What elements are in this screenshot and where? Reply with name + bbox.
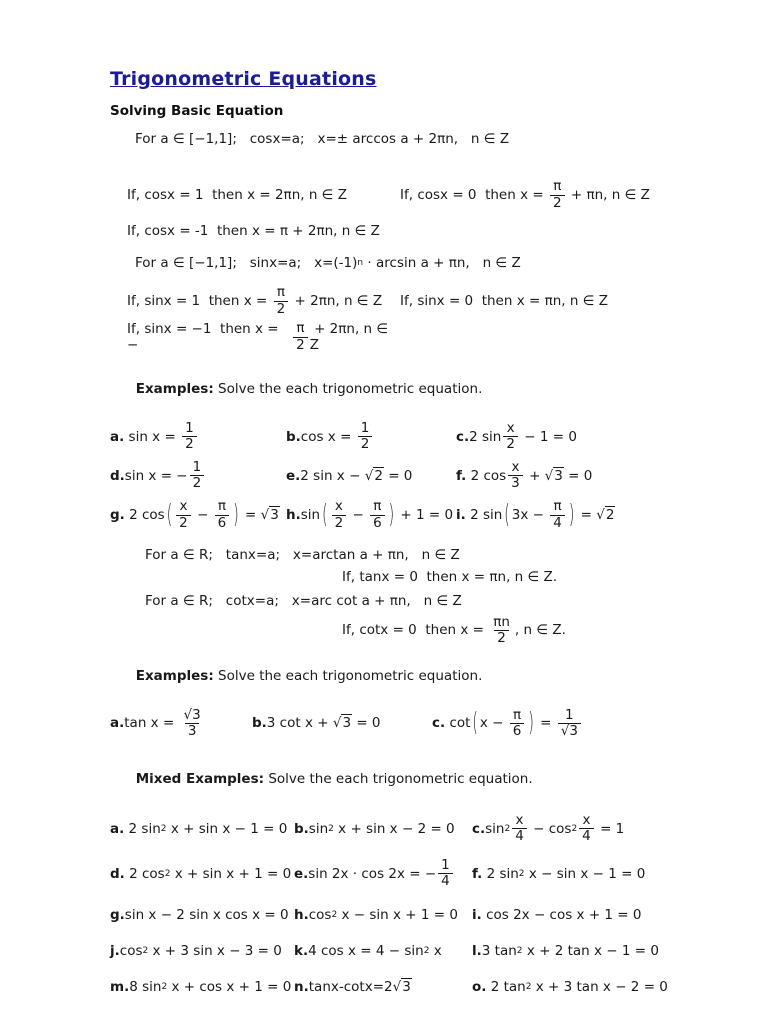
example-formula: sin 2 x + sin x − 2 = 0 [308,820,455,837]
cos-case-1: If, cosx = 1 then x = 2πn, n ∈ Z [127,187,347,203]
example-formula: sin x = $\frac{1}{2}$ [124,421,198,452]
examples1-heading [110,365,675,413]
cos-case-row-2 [110,213,675,249]
example-label: c. [432,715,446,732]
worksheet-content [110,68,675,998]
example-item-e [286,465,456,487]
mixed-heading-label: Mixed Examples: [135,771,265,788]
mixed-item-g [110,904,294,926]
example-formula: 2 sin 2 x − sin x − 1 = 0 [482,865,646,882]
example-label: e. [294,865,309,882]
example-label: j. [110,942,120,959]
example-formula: 2 sin x − √2 = 0 [300,467,413,484]
mixed-item-b [294,818,472,840]
mixed-item-l [472,940,675,962]
example-formula: 8 sin 2 x + cos x + 1 = 0 [129,978,292,995]
example-formula: sin x − 2 sin x cos x = 0 [124,906,289,923]
example-item-b [252,712,432,734]
example-formula: sin 2x · cos 2x = − $\frac{1}{4}$ [308,858,454,889]
mixed-item-m [110,976,294,998]
example-label: b. [252,715,267,732]
example-label: f. [456,467,467,484]
mixed-item-e [294,858,472,889]
page-title: Trigonometric Equations [110,68,377,90]
sin-case-neg1: If, sinx = −1 then x = − $\frac{\pi}{2}$ + 2πn, n ∈ Z [127,320,393,353]
example-formula: sin 2 $\frac{x}{4}$ − cos 2 $\frac{x}{4}$ = 1 [485,812,625,845]
tan-rule-line: For a ∈ R; tanx=a; x=arctan a + πn, n ∈ Z [145,546,460,563]
example-formula: 2 cos $\frac{x}{3}$ + √3 = 0 [466,459,593,492]
cos-case-0: If, cosx = 0 then x = $\frac{\pi}{2}$ + πn, n ∈ Z [400,178,650,211]
mixed-item-f [472,863,675,885]
example-formula: 3 cot x + √3 = 0 [266,715,381,732]
example-item-c [456,421,675,452]
sin-case-row-1 [110,283,675,319]
example-formula: 2 cos ( $\frac{x}{2}$ − $\frac{\pi}{6}$ ) = √3 [124,498,279,531]
example-label: a. [110,820,125,837]
example-label: b. [286,428,301,445]
example-formula: 2 sin ( 3x − $\frac{\pi}{4}$ ) = √2 [465,498,615,531]
example-item-b [286,421,456,452]
cot-rule-line: For a ∈ R; cotx=a; x=arc cot a + πn, n ∈ Z [145,592,462,609]
cos-rule-line: For a ∈ [−1,1]; cosx=a; x=± arccos a + 2πn, n ∈ Z [135,131,510,147]
mixed-item-n [294,976,472,998]
example-label: g. [110,906,125,923]
mixed-item-i [472,904,675,926]
example-formula: cos 2x − cos x + 1 = 0 [481,906,642,923]
example-label: b. [294,820,309,837]
mixed-item-o [472,976,675,998]
examples1-grid [110,421,675,531]
sin-rule-line: For a ∈ [−1,1]; sinx=a; x=(-1) n · arcsin a + πn, n ∈ Z [135,255,521,271]
example-formula: 3 tan 2 x + 2 tan x − 1 = 0 [481,942,659,959]
mixed-item-h [294,904,472,926]
cos-case-row-1 [110,177,675,213]
example-formula: tanx-cotx=2 √3 [308,978,411,995]
examples1-heading-text: Solve the each trigonometric equation. [213,381,483,397]
mixed-item-j [110,940,294,962]
example-label: m. [110,978,130,995]
example-label: c. [472,820,486,837]
tan-case-line: If, tanx = 0 then x = πn, n ∈ Z. [342,568,558,585]
example-formula: 2 sin 2 x + sin x − 1 = 0 [124,820,288,837]
example-item-d [110,460,286,491]
example-label: g. [110,507,125,524]
example-label: h. [294,906,309,923]
sin-case-1: If, sinx = 1 then x = $\frac{\pi}{2}$ + 2πn, n ∈ Z [127,284,383,317]
example-item-h [286,499,456,530]
example-label: i. [456,507,466,524]
example-label: k. [294,942,309,959]
example-label: f. [472,865,483,882]
example-formula: 2 tan 2 x + 3 tan x − 2 = 0 [486,978,668,995]
example-formula: cos x = $\frac{1}{2}$ [301,421,374,452]
mixed-item-d [110,863,294,885]
example-label: o. [472,978,487,995]
example-label: i. [472,906,482,923]
example-formula: 2 sin $\frac{x}{2}$ − 1 = 0 [469,420,577,453]
mixed-examples-grid [110,813,675,997]
examples2-heading [110,652,675,700]
cos-case-neg1: If, cosx = -1 then x = π + 2πn, n ∈ Z [127,223,380,239]
example-formula: cos 2 x + 3 sin x − 3 = 0 [119,942,282,959]
examples2-grid [110,708,675,739]
mixed-item-c [472,813,675,844]
example-formula: tan x = $\frac{√3}{3}$ [124,706,201,739]
example-label: h. [286,507,301,524]
example-label: n. [294,978,309,995]
example-formula: sin x = − $\frac{1}{2}$ [125,460,206,491]
example-formula: sin ( $\frac{x}{2}$ − $\frac{\pi}{6}$ ) + 1 = 0 [300,498,454,531]
example-item-f [456,460,675,491]
example-label: d. [110,865,125,882]
examples2-heading-label: Examples: [135,667,214,684]
example-item-a [110,708,252,739]
sin-case-row-2 [110,319,675,355]
example-formula: 4 cos x = 4 − sin 2 x [308,942,442,959]
example-label: e. [286,467,301,484]
examples1-heading-label: Examples: [135,381,214,397]
example-item-g [110,499,286,530]
example-formula: cos 2 x − sin x + 1 = 0 [308,906,458,923]
mixed-examples-heading [110,755,675,803]
example-formula: 2 cos 2 x + sin x + 1 = 0 [124,865,292,882]
example-label: a. [110,715,125,732]
example-label: c. [456,428,470,445]
cot-case-line: If, cotx = 0 then x = $\frac{\pi n}{2}$ , n ∈ Z. [342,613,566,646]
example-item-i [456,499,675,530]
section-heading-basic: Solving Basic Equation [110,103,284,119]
mixed-item-k [294,940,472,962]
example-label: a. [110,428,125,445]
mixed-item-a [110,818,294,840]
example-label: l. [472,942,482,959]
example-label: d. [110,467,125,484]
example-item-c [432,708,675,739]
examples2-heading-text: Solve the each trigonometric equation. [213,667,483,684]
mixed-heading-text: Solve the each trigonometric equation. [264,771,533,788]
example-item-a [110,421,286,452]
sin-case-0: If, sinx = 0 then x = πn, n ∈ Z [400,293,609,309]
example-formula: cot ( x − $\frac{\pi}{6}$ ) = $\frac{1}{√3}$ [445,708,583,739]
